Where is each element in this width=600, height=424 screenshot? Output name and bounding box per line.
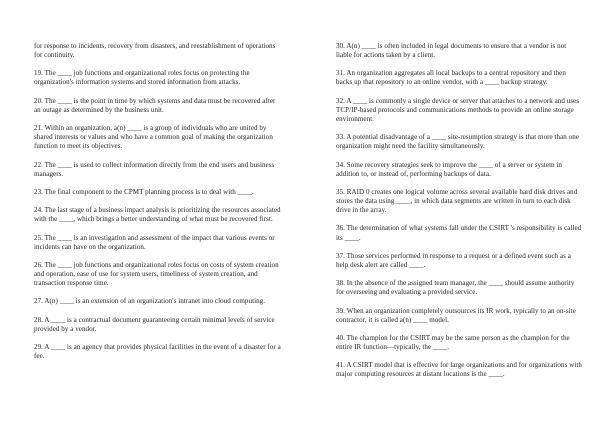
question-26: 26. The ____ job functions and organizational roles focus on costs of system creation and operation, ease of use for system users, timeliness of system creation, and transaction response time. (34, 261, 279, 288)
question-38: 38. In the absence of the assigned team manager, the ____ should assume authority for overseeing and evaluating a provided service. (336, 279, 575, 297)
question-28: 28. A ____ is a contractual document guaranteeing certain minimal levels of service provided by a vendor. (34, 315, 275, 333)
left-column (34, 42, 282, 371)
question-35: 35. RAID 0 creates one logical volume across several available hard disk drives and stores the data using ____, in which data segments are written in turn to each disk drive in the array. (336, 187, 578, 215)
question-32: 32. A ____ is commonly a single device or server that attaches to a network and uses TCP/IP-based protocols and communications methods to provide an online storage environment. (336, 96, 580, 123)
question-30: 30. A(n) ____ is often included in legal documents to ensure that a vendor is not liable for actions taken by a client. (336, 42, 567, 60)
question-33: 33. A potential disadvantage of a ____ site-resumption strategy is that more than one organization might need the facility simultaneously. (336, 133, 580, 151)
question-31: 31. An organization aggregates all local backups to a central repository and then backs up that repository to an online vendor, with a ____ backup strategy. (336, 69, 566, 87)
question-41: 41. A CSIRT model that is effective for large organizations and for organizations with major computing resources at distant locations is the ____. (336, 361, 582, 379)
right-column (336, 42, 584, 389)
question-20: 20. The ____ is the point in time by which systems and data must be recovered after an outage as determined by the business unit. (34, 96, 276, 114)
question-40: 40. The champion for the CSIRT may be the same person as the champion for the entire IR function—typically, the ____. (336, 333, 570, 352)
question-24: 24. The last stage of a business impact analysis is prioritizing the resources associated with the ____, which brings a better understanding of what must be recovered first. (34, 206, 281, 224)
question-19: 19. The ____ job functions and organizational roles focus on protecting the organization's information systems and stored information from attacks. (34, 69, 250, 87)
question-36: 36. The determination of what systems fall under the CSIRT 's responsibility is called its ____. (336, 224, 582, 242)
question-37: 37. Those services performed in response to a request or a defined event such as a help desk alert are called ____. (336, 251, 571, 269)
question-27: 27. A(n) ____ is an extension of an organization's intranet into cloud computing. (34, 297, 266, 306)
question-34: 34. Some recovery strategies seek to improve the ____ of a server or system in addition to, or instead of, performing backups of data. (336, 160, 563, 178)
question-29: 29. A ____ is an agency that provides physical facilities in the event of a disaster for a fee. (34, 343, 281, 361)
question-continuation: for response to incidents, recovery from disasters, and reestablishment of operations for continuity. (34, 42, 276, 60)
question-25: 25. The ____ is an investigation and assessment of the impact that various events or incidents can have on the organization. (34, 233, 275, 251)
question-39: 39. When an organization completely outsources its IR work, typically to an on-site contractor, it is called a(n) ____ model. (336, 306, 576, 324)
question-22: 22. The ____ is used to collect information directly from the end users and business managers. (34, 160, 275, 178)
question-21: 21. Within an organization, a(n) ____ is a group of individuals who are united by shared interests or values and who have a common goal of making the organization function to meet its objectives. (34, 124, 273, 151)
question-23: 23. The final component to the CPMT planning process is to deal with ____. (34, 187, 254, 196)
